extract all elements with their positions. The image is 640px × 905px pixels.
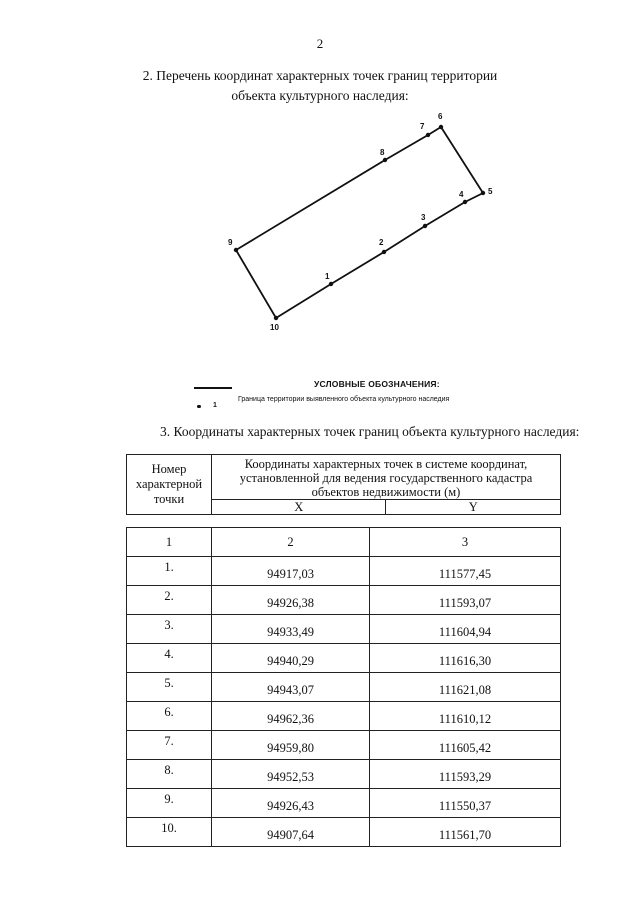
- table-row: [127, 557, 561, 586]
- boundary-point-label: 7: [420, 122, 425, 131]
- boundary-point-label: 2: [379, 238, 384, 247]
- table-row: [127, 702, 561, 731]
- section-3-heading: 3. Координаты характерных точек границ объекта культурного наследия:: [160, 424, 580, 439]
- point-number-cell: 3.: [127, 615, 212, 644]
- boundary-scheme: [0, 0, 640, 360]
- legend-title: УСЛОВНЫЕ ОБОЗНАЧЕНИЯ:: [314, 379, 440, 389]
- boundary-point-label: 9: [228, 238, 233, 247]
- boundary-point-marker: [234, 248, 238, 252]
- x-coordinate-cell: 94917,03: [212, 557, 370, 586]
- table-row: [127, 818, 561, 847]
- y-coordinate-cell: 111593,29: [370, 760, 561, 789]
- legend-point-label: 1: [213, 402, 217, 409]
- table-row: [127, 673, 561, 702]
- y-coordinate-cell: 111616,30: [370, 644, 561, 673]
- coordinates-data-table: [126, 527, 561, 847]
- point-number-cell: 10.: [127, 818, 212, 847]
- legend-point-marker: [197, 405, 201, 408]
- boundary-point-marker: [481, 191, 485, 195]
- x-coordinate-cell: 94962,36: [212, 702, 370, 731]
- legend-boundary-line: [194, 387, 232, 389]
- point-number-cell: 4.: [127, 644, 212, 673]
- boundary-point-label: 10: [270, 323, 279, 332]
- x-coordinate-cell: 94940,29: [212, 644, 370, 673]
- header-point-number: [127, 455, 212, 515]
- boundary-point-marker: [439, 125, 443, 129]
- boundary-point-marker: [382, 250, 386, 254]
- point-number-cell: 1.: [127, 557, 212, 586]
- boundary-point-marker: [423, 224, 427, 228]
- x-coordinate-cell: 94933,49: [212, 615, 370, 644]
- y-coordinate-cell: 111610,12: [370, 702, 561, 731]
- boundary-point-marker: [329, 282, 333, 286]
- column-number: 1: [127, 528, 212, 557]
- header-coordinates: Координаты характерных точек в системе координат, установленной для ведения государственного кадастра объектов недвижимости (м): [212, 455, 561, 500]
- boundary-point-label: 5: [488, 187, 493, 196]
- y-coordinate-cell: 111593,07: [370, 586, 561, 615]
- y-coordinate-cell: 111605,42: [370, 731, 561, 760]
- y-coordinate-cell: 111550,37: [370, 789, 561, 818]
- table-row: [127, 731, 561, 760]
- x-coordinate-cell: 94926,43: [212, 789, 370, 818]
- point-number-cell: 6.: [127, 702, 212, 731]
- legend-boundary-text: Граница территории выявленного объекта культурного наследия: [238, 396, 450, 403]
- column-number: 2: [212, 528, 370, 557]
- coordinates-header-table: [126, 454, 561, 515]
- header-y: Y: [386, 500, 561, 515]
- table-row: [127, 789, 561, 818]
- y-coordinate-cell: 111621,08: [370, 673, 561, 702]
- table-row: [127, 615, 561, 644]
- boundary-point-label: 6: [438, 112, 443, 121]
- boundary-point-label: 1: [325, 272, 330, 281]
- column-number-row: [127, 528, 561, 557]
- point-number-cell: 7.: [127, 731, 212, 760]
- x-coordinate-cell: 94952,53: [212, 760, 370, 789]
- y-coordinate-cell: 111577,45: [370, 557, 561, 586]
- header-point-number-line: характерной: [135, 477, 203, 491]
- x-coordinate-cell: 94907,64: [212, 818, 370, 847]
- point-number-cell: 5.: [127, 673, 212, 702]
- point-number-cell: 8.: [127, 760, 212, 789]
- boundary-point-label: 8: [380, 148, 385, 157]
- table-row: [127, 760, 561, 789]
- territory-boundary: [236, 127, 483, 318]
- y-coordinate-cell: 111604,94: [370, 615, 561, 644]
- table-row: [127, 586, 561, 615]
- x-coordinate-cell: 94959,80: [212, 731, 370, 760]
- x-coordinate-cell: 94943,07: [212, 673, 370, 702]
- section-2-heading-line-2: объекта культурного наследия:: [231, 88, 409, 103]
- boundary-point-label: 4: [459, 190, 464, 199]
- boundary-point-marker: [463, 200, 467, 204]
- boundary-point-marker: [383, 158, 387, 162]
- x-coordinate-cell: 94926,38: [212, 586, 370, 615]
- boundary-point-marker: [274, 316, 278, 320]
- page-number: 2: [316, 36, 324, 51]
- header-point-number-line: Номер: [151, 462, 187, 476]
- point-number-cell: 2.: [127, 586, 212, 615]
- column-number: 3: [370, 528, 561, 557]
- boundary-point-marker: [426, 133, 430, 137]
- header-x: X: [212, 500, 386, 515]
- point-number-cell: 9.: [127, 789, 212, 818]
- header-point-number-line: точки: [153, 492, 185, 506]
- table-row: [127, 644, 561, 673]
- boundary-point-label: 3: [421, 213, 426, 222]
- y-coordinate-cell: 111561,70: [370, 818, 561, 847]
- section-2-heading-line-1: 2. Перечень координат характерных точек границ территории: [142, 68, 498, 83]
